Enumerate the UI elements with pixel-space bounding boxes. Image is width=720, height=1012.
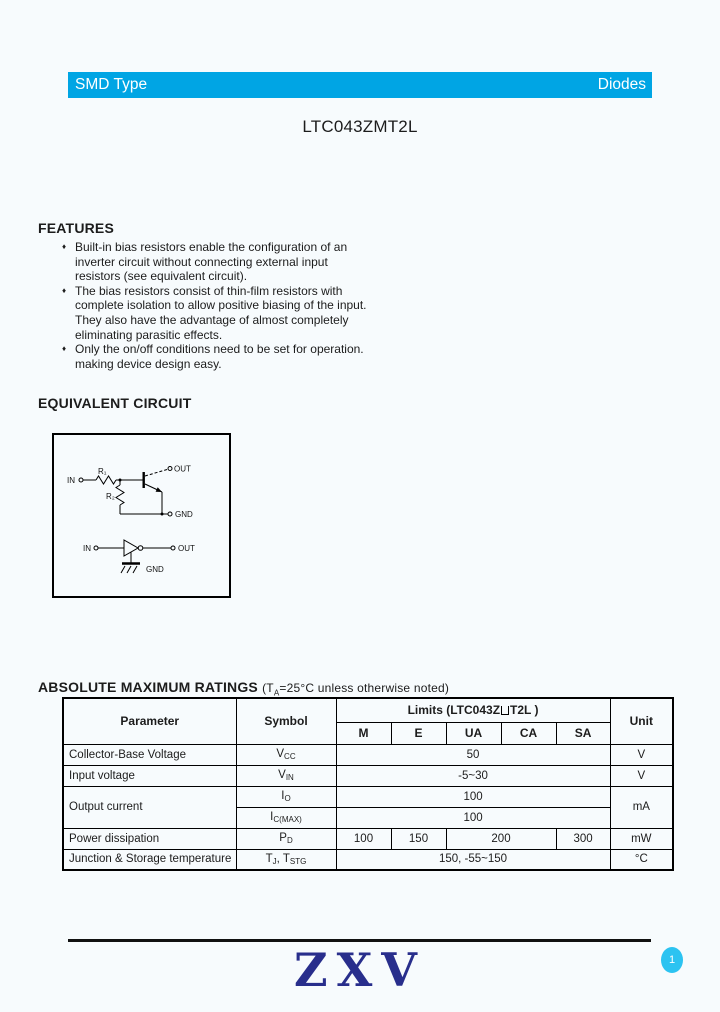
brand-logo: ZXV [294, 943, 426, 997]
page-number-badge: 1 [661, 947, 683, 973]
blank-box [501, 706, 509, 715]
circuit-label-r2: R₂ [106, 492, 115, 501]
symbol-cell: $V_{CC}$ [236, 744, 336, 765]
list-item [53, 342, 368, 371]
value-cell: 150, -55~150 [336, 849, 610, 870]
ratings-heading [38, 679, 449, 697]
unit-cell: V [610, 744, 673, 765]
value-cell: 200 [446, 828, 556, 849]
circuit-label-gnd-top: GND [175, 510, 193, 519]
limits-label-prefix: Limits (LTC043Z [407, 703, 501, 718]
bullet-icon: ♦ [61, 242, 67, 251]
ratings-table [62, 697, 674, 871]
symbol-cell: $I_{C(MAX)}$ [236, 807, 336, 828]
value-cell: 300 [556, 828, 610, 849]
parameter-cell: Collector-Base Voltage [63, 744, 236, 765]
unit-cell: V [610, 765, 673, 786]
circuit-label-out-top: OUT [174, 464, 191, 474]
header-left-label: SMD Type [75, 76, 148, 93]
parameter-cell: Junction & Storage temperature [63, 849, 236, 870]
value-cell: 100 [336, 828, 391, 849]
grade-header: E [391, 722, 446, 744]
list-item [53, 284, 368, 342]
grade-header: M [336, 722, 391, 744]
footer-rule [68, 939, 651, 942]
ratings-heading-text: ABSOLUTE MAXIMUM RATINGS [38, 679, 258, 695]
equivalent-circuit-heading: EQUIVALENT CIRCUIT [38, 395, 192, 411]
bullet-icon: ♦ [61, 344, 67, 354]
feature-text: The bias resistors consist of thin-film resistors with complete isolation to allow positive biasing of the input. They also have the advantage of almost completely eliminating parasitic effects. [75, 283, 367, 342]
table-row [63, 744, 673, 765]
circuit-label-in-top: IN [67, 476, 75, 485]
unit-cell: mA [610, 786, 673, 828]
table-row [63, 786, 673, 807]
circuit-label-r1: R₁ [98, 467, 107, 476]
value-cell: 50 [336, 744, 610, 765]
feature-text: Built-in bias resistors enable the configuration of an inverter circuit without connecting external input resistors (see equivalent circuit). [75, 240, 348, 284]
parameter-cell: Input voltage [63, 765, 236, 786]
symbol-cell: $I_O$ [236, 786, 336, 807]
part-number-title: LTC043ZMT2L [302, 117, 418, 136]
table-row [63, 828, 673, 849]
header-right-label: Diodes [597, 76, 646, 93]
bullet-icon: ♦ [61, 285, 67, 295]
symbol-cell: $P_D$ [236, 828, 336, 849]
parameter-cell: Power dissipation [63, 828, 236, 849]
unit-cell: mW [610, 828, 673, 849]
equivalent-circuit-diagram [52, 433, 231, 598]
col-header-unit: Unit [610, 698, 673, 744]
list-item [53, 240, 368, 284]
unit-cell: °C [610, 849, 673, 870]
col-header-symbol: Symbol [236, 698, 336, 744]
feature-text: Only the on/off conditions need to be set for operation. making device design easy. [75, 342, 364, 371]
value-cell: 100 [336, 786, 610, 807]
table-row [63, 765, 673, 786]
circuit-label-gnd-bottom: GND [146, 565, 164, 574]
value-cell: 150 [391, 828, 446, 849]
header-bar [68, 72, 652, 98]
value-cell: -5~30 [336, 765, 610, 786]
limits-label-suffix: T2L ) [510, 703, 539, 718]
col-header-parameter: Parameter [63, 698, 236, 744]
grade-header: SA [556, 722, 610, 744]
table-row [63, 849, 673, 870]
circuit-label-out-bottom: OUT [178, 544, 195, 553]
features-heading: FEATURES [38, 220, 115, 236]
col-header-limits [336, 698, 610, 722]
value-cell: 100 [336, 807, 610, 828]
ratings-heading-note: ($T_A=25^\circ C$ unless otherwise noted) [262, 681, 450, 698]
grade-header: CA [501, 722, 556, 744]
grade-header: UA [446, 722, 501, 744]
circuit-label-in-bottom: IN [83, 544, 91, 553]
parameter-cell: Output current [63, 786, 236, 828]
features-list [53, 240, 368, 371]
circuit-schematic [54, 435, 229, 596]
symbol-cell: $V_{IN}$ [236, 765, 336, 786]
symbol-cell: $T_J$, $T_{STG}$ [236, 849, 336, 870]
